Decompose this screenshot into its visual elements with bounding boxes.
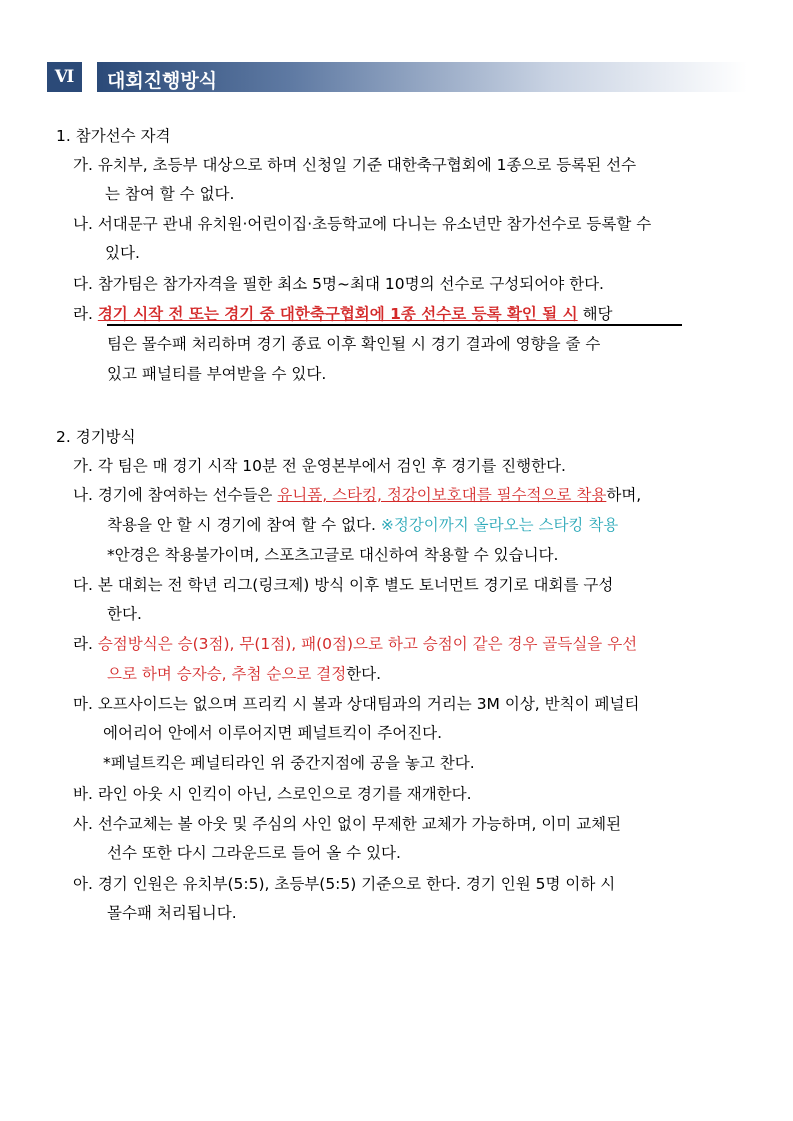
item-ra-line3: 있고 패널티를 부여받을 수 있다.	[107, 365, 327, 383]
section-title-bar	[97, 62, 747, 92]
item2-ra-line2	[107, 664, 381, 684]
item2-ba: 바. 라인 아웃 시 인킥이 아닌, 스로인으로 경기를 재개한다.	[73, 785, 472, 803]
item-ra-prefix: 라.	[73, 305, 98, 323]
item-ra-line1	[73, 304, 613, 324]
section-header	[47, 62, 747, 92]
item-ga-line1: 가. 유치부, 초등부 대상으로 하며 신청일 기준 대한축구협회에 1종으로 등록된 선수	[73, 156, 637, 174]
subsection-title-1: 1. 참가선수 자격	[56, 127, 171, 145]
item2-ra-highlight2: 으로 하며 승자승, 추첨 순으로 결정	[107, 665, 347, 683]
item2-a-line2: 몰수패 처리됩니다.	[107, 904, 237, 922]
item2-na-line1	[73, 485, 641, 505]
item2-ra-prefix: 라.	[73, 635, 98, 653]
item2-na-highlight: 유니폼, 스타킹, 정강이보호대를 필수적으로 착용	[277, 486, 607, 504]
item-ra-line2: 팀은 몰수패 처리하며 경기 종료 이후 확인될 시 경기 결과에 영향을 줄 수	[107, 335, 601, 353]
item2-na-line2	[107, 515, 618, 535]
item-ga-line2: 는 참여 할 수 없다.	[105, 185, 235, 203]
item2-a-line1: 아. 경기 인원은 유치부(5:5), 초등부(5:5) 기준으로 한다. 경기 인원 5명 이하 시	[73, 875, 616, 893]
item2-na-suffix: 하며,	[606, 486, 642, 504]
item2-ra-suffix: 한다.	[346, 665, 382, 683]
item2-sa-line2: 선수 또한 다시 그라운드로 들어 올 수 있다.	[107, 844, 401, 862]
item2-sa-line1: 사. 선수교체는 볼 아웃 및 주심의 사인 없이 무제한 교체가 가능하며, 이미 교체된	[73, 815, 622, 833]
item-da: 다. 참가팀은 참가자격을 필한 최소 5명~최대 10명의 선수로 구성되어야 한다.	[73, 275, 604, 293]
item2-na2-note: ※정강이까지 올라오는 스타킹 착용	[380, 516, 619, 534]
item2-ra-highlight1: 승점방식은 승(3점), 무(1점), 패(0점)으로 하고 승점이 같은 경우 골득실을 우선	[97, 635, 638, 653]
item-ra-highlight: 경기 시작 전 또는 경기 중 대한축구협회에 1종 선수로 등록 확인 될 시	[97, 305, 578, 323]
item2-ma-line1: 마. 오프사이드는 없으며 프리킥 시 볼과 상대팀과의 거리는 3M 이상, 반칙이 페널티	[73, 695, 640, 713]
section-number-badge: Ⅵ	[47, 62, 82, 92]
item2-ma-line3: *페널트킥은 페널티라인 위 중간지점에 공을 놓고 찬다.	[103, 754, 475, 772]
underline-rule	[107, 324, 682, 326]
item2-na-prefix: 나. 경기에 참여하는 선수들은	[73, 486, 278, 504]
item2-da-line1: 다. 본 대회는 전 학년 리그(링크제) 방식 이후 별도 토너먼트 경기로 대회를 구성	[73, 576, 614, 594]
item-na-line2: 있다.	[105, 244, 140, 262]
item2-na-line3: *안경은 착용불가이며, 스포츠고글로 대신하여 착용할 수 있습니다.	[107, 546, 559, 564]
item2-da-line2: 한다.	[107, 605, 142, 623]
item2-ga: 가. 각 팀은 매 경기 시작 10분 전 운영본부에서 검인 후 경기를 진행한다.	[73, 457, 566, 475]
item-na-line1: 나. 서대문구 관내 유치원·어린이집·초등학교에 다니는 유소년만 참가선수로 등록할 수	[73, 215, 652, 233]
subsection-title-2: 2. 경기방식	[56, 428, 136, 446]
section-title: 대회진행방식	[107, 70, 218, 92]
item2-ra-line1	[73, 634, 637, 654]
item2-na2-text: 착용을 안 할 시 경기에 참여 할 수 없다.	[107, 516, 381, 534]
item2-ma-line2: 에어리어 안에서 이루어지면 페널트킥이 주어진다.	[103, 724, 443, 742]
item-ra-suffix: 해당	[577, 305, 613, 323]
